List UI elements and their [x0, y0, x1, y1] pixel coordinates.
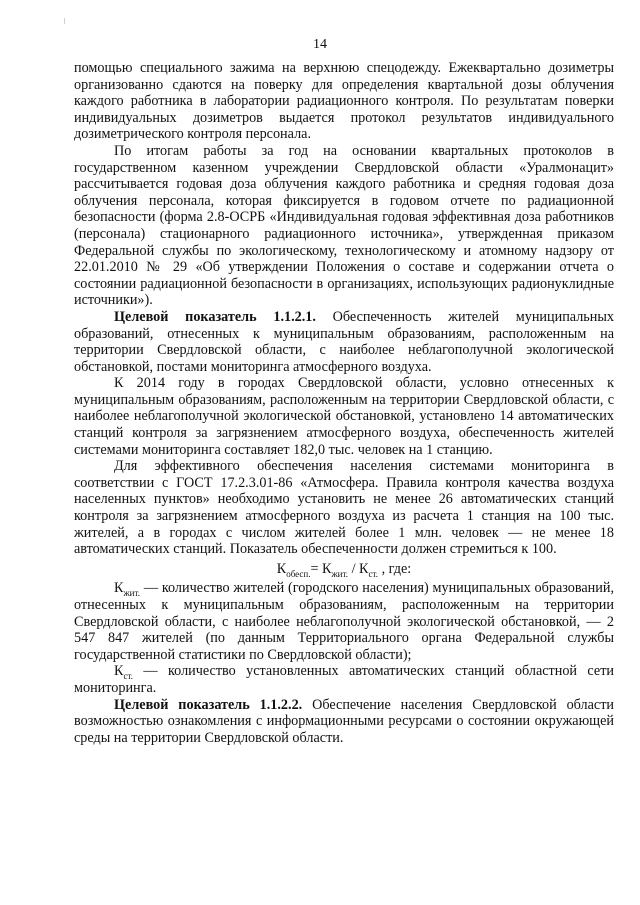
paragraph-dosimeter-verification: помощью специального зажима на верхнюю спецодежду. Ежеквартально дозиметры организованно сдаются на поверку для определения квартальной дозы облучения каждого работника в лаборатории радиационного контроля. По результатам поверки индивидуальных дозиметров выдается протокол результатов индивидуального дозиметрического контроля персонала.	[74, 60, 614, 143]
paragraph-k-stations-definition: $К_{ст.}$ — количество установленных автоматических станций областной сети мониторинга.	[74, 663, 614, 696]
document-body	[74, 60, 614, 746]
target-indicator-label: Целевой показатель 1.1.2.2.	[114, 696, 303, 713]
paragraph-stations-2014: К 2014 году в городах Свердловской области, условно отнесенных к муниципальным образованиям, расположенным на территории Свердловской области, с наиболее неблагополучной экологической обстановкой, установлено 14 автоматических станций контроля за загрязнением атмосферного воздуха, обеспеченность жителей системами мониторинга составляет 182,0 тыс. человек на 1 станцию.	[74, 375, 614, 458]
paragraph-target-indicator-1-1-2-2	[74, 697, 614, 747]
target-indicator-text: Обеспеченность жителей муниципальных образований, отнесенных к муниципальным образованиям, расположенным на территории Свердловской области, с наиболее неблагополучной экологической обстановкой, постами мониторинга атмосферного воздуха.	[74, 308, 614, 375]
paragraph-annual-dose: По итогам работы за год на основании квартальных протоколов в государственном казенном учреждении Свердловской области «Уралмонацит» рассчитывается годовая доза облучения каждого работника и средняя годовая доза облучения персонала, которая фиксируется в годовом отчете по радиационной безопасности (форма 2.8-ОСРБ «Индивидуальная годовая эффективная доза работников (персонала) стационарного радиационного источника», утвержденная приказом Федеральной службы по экологическому, технологическому и атомному надзору от 22.01.2010 № 29 «Об утверждении Положения о составе и содержании отчета о состоянии радиационной безопасности в организациях, использующих радионуклидные источники»).	[74, 142, 614, 309]
page-number: 14	[313, 37, 327, 52]
target-indicator-text: Обеспечение населения Свердловской области возможностью ознакомления с информационными ресурсами о состоянии окружающей среды на территории Свердловской области.	[74, 696, 615, 746]
target-indicator-label: Целевой показатель 1.1.2.1.	[114, 308, 316, 325]
paragraph-gost-requirement: Для эффективного обеспечения населения системами мониторинга в соответствии с ГОСТ 17.2.3.01-86 «Атмосфера. Правила контроля качества воздуха населенных пунктов» необходимо установить не менее 26 автоматических станций контроля за загрязнением атмосферного воздуха из расчета 1 станция на 100 тыс. жителей, а в городах с числом жителей более 1 млн. человек — не менее 18 автоматических станций. Показатель обеспеченности должен стремиться к 100.	[74, 458, 614, 558]
paragraph-target-indicator-1-1-2-1	[74, 309, 614, 375]
scan-artifact	[64, 18, 65, 24]
paragraph-k-residents-definition: $К_{жит.}$ — количество жителей (городского населения) муниципальных образований, отнесенных к муниципальным образованиям, расположенным на территории Свердловской области, с наиболее неблагополучной экологической обстановкой, — 2 547 847 жителей (по данным Территориального органа Федеральной службы государственной статистики по Свердловской области);	[74, 580, 614, 663]
formula: $К_{обесп.}= К_{жит.} / К_{ст.}$ , где:	[276, 560, 412, 579]
